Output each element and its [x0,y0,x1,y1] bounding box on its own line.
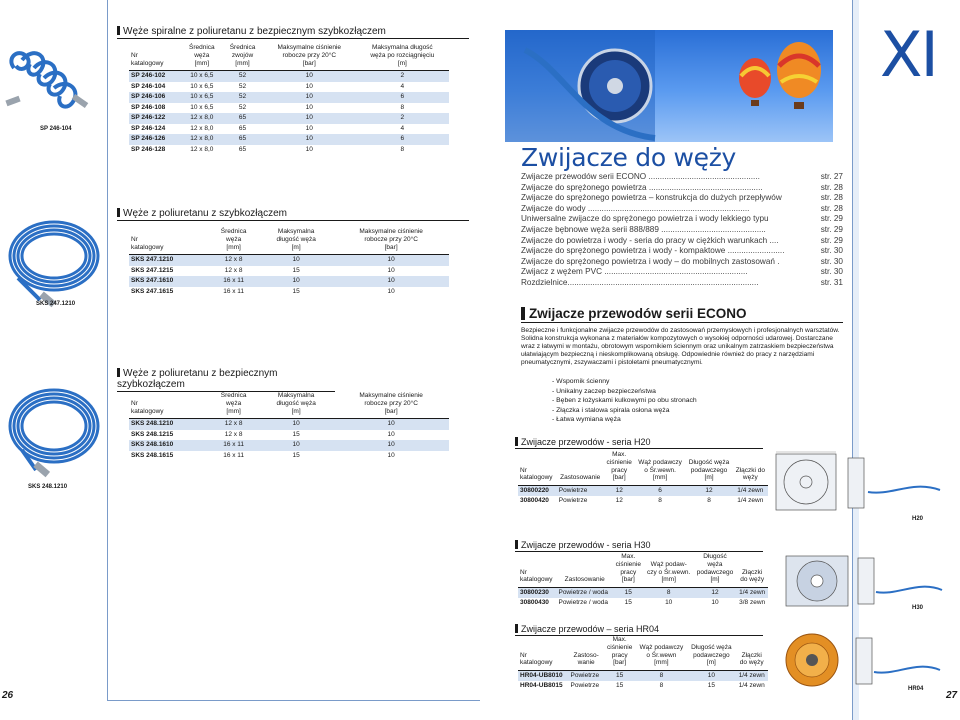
catalog-number: SKS 248.1610 [129,440,208,451]
table-cell: 52 [238,82,247,90]
table-cell: 10 [333,419,449,430]
table-cell: 8 [400,103,405,111]
column-header: Zastosowanie [564,576,605,584]
table-cell: 8 [658,497,662,505]
table-cell: 4 [400,82,405,90]
table-cell: 16 x 11 [208,276,259,287]
table-cell: 10 [259,440,333,451]
toc-entry[interactable] [521,193,843,204]
h20-table [518,451,768,506]
table-cell: 10 [263,92,356,103]
table-row [129,276,449,287]
spiral-title-text: Węże spiralne z poliuretanu z bezpiecznym szybkozłączem [123,26,386,37]
column-header: Długość węża podawczego [m] [688,458,730,482]
table-cell: 6 [356,92,449,103]
table-cell: 8 [707,497,711,505]
straight-title-text: Węże z poliuretanu z szybkozłączem [123,208,287,219]
table-cell: Powietrze [570,682,600,690]
table-cell: 12 x 8,0 [190,124,214,132]
toc-entry-page: str. 30 [820,256,843,266]
spiral-hose-image [4,38,104,122]
table-cell: 12 [604,486,635,497]
column-header: Wąż podawczy o Śr.wewn [mm] [639,643,684,667]
table-row [518,681,768,691]
table-cell: 10 x 6,5 [181,71,222,82]
table-row [129,440,449,451]
toc-entry[interactable] [521,204,843,215]
table-row [518,671,768,682]
table-cell: 10 [333,440,449,451]
h30-technical-drawing [772,548,952,608]
table-row [129,451,449,462]
table-cell: 8 [659,682,664,690]
column-header: Wąż podaw- czy o Śr.wewn. [mm] [647,560,691,584]
page-number-right: 27 [946,690,958,701]
table-cell: 1/4 zewn [733,486,768,497]
hr04-reel-image [772,630,952,690]
table-cell: 65 [222,113,263,124]
table-cell: 10 [711,599,719,607]
table-cell: 8 [400,145,405,153]
spiral-table [129,44,449,155]
toc-entry-page: str. 28 [820,193,843,203]
table-cell: 12 x 8,0 [190,145,214,153]
toc-entry[interactable] [521,246,843,257]
table-cell: 15 [292,451,300,459]
toc-entry-page: str. 27 [820,172,843,181]
table-cell: 52 [222,92,263,103]
table-row [129,103,449,114]
toc-entry-title: Zwijacze przewodów serii ECONO ................................................. [521,172,760,181]
column-header: Długość węża podawczego [m] [696,553,734,584]
table-cell: 6 [635,486,686,497]
column-header: Maksymalne ciśnienie robocze przy 20°C [bar] [359,392,423,415]
table-cell: 16 x 11 [208,440,259,451]
column-header: Złączki do węży [735,466,765,482]
page-number-left: 26 [2,690,14,701]
catalog-number: SP 246-106 [129,92,181,103]
catalog-number: SKS 248.1615 [131,451,174,459]
table-cell: 10 [305,124,313,132]
table-cell: 12 x 8 [208,419,259,430]
toc-entry-page: str. 28 [820,182,843,192]
h20-technical-drawing [772,450,952,520]
toc-entry-page: str. 28 [820,203,843,213]
table-cell: 15 [707,682,715,690]
feature-item: - Wspornik ścienny [552,378,610,385]
table-row [129,419,449,430]
toc-entry[interactable] [521,278,843,289]
column-header: Średnica węża [mm] [220,392,247,415]
table-cell: 10 [305,103,313,111]
catalog-number: SP 246-104 [131,82,166,90]
spiral-caption: SP 246-104 [40,126,72,132]
table-cell: 1/4 zewn [736,588,768,599]
table-cell: 15 [292,266,300,274]
column-header: Max. ciśnienie pracy [bar] [607,636,633,667]
toc-entry-title: Rozdzielnice.................................................................................... [521,277,759,287]
column-header: Nr katalogowy [520,466,553,482]
toc-entry-page: str. 31 [820,277,843,287]
table-cell: 65 [222,134,263,145]
toc-entry-title: Zwijacze do wody ....................................................................... [521,203,750,213]
right-margin-band [853,0,859,720]
table-cell: 10 [387,287,395,295]
title-marker [515,437,518,446]
table-cell: 12 x 8,0 [181,134,222,145]
main-title: Zwijacze do węży [521,143,737,172]
column-header: Wąż podawczy o Śr.wewn. [mm] [638,458,682,482]
table-cell: 12 x 8 [224,266,243,274]
table-cell: 52 [222,71,263,82]
hr04-title-text: Zwijacze przewodów – seria HR04 [521,624,660,634]
table-cell: 10 [263,71,356,82]
title-marker [117,208,120,217]
table-cell: 15 [616,682,624,690]
table-cell: 12 x 8 [224,430,243,438]
econo-section-title [521,306,843,323]
table-cell: 10 [259,419,333,430]
toc-entry[interactable] [521,257,843,268]
table-cell: 10 x 6,5 [190,103,214,111]
header-photo [505,30,833,142]
table-cell: 4 [400,124,405,132]
table-cell: 15 [624,599,632,607]
toc-entry[interactable] [521,172,843,183]
table-cell: 10 [263,134,356,145]
toc-entry-page: str. 29 [820,235,843,245]
toc-entry-title: Zwijacze do sprężonego powietrza – konstrukcja do dużych przepływów [521,193,782,203]
toc-entry-title: Zwijacze do sprężonego powietrza .................................................. [521,182,763,192]
column-header: Średnica węża [mm] [220,228,247,251]
toc-entry-page: str. 29 [820,214,843,224]
table-row [518,486,768,497]
table-row [518,598,768,608]
table-cell: Powietrze [558,497,588,505]
table-cell: 65 [238,145,247,153]
table-cell: 8 [644,588,694,599]
column-header: Średnica węża [mm] [188,44,215,67]
hr04-label: HR04 [908,686,924,692]
toc-entry[interactable] [521,267,843,278]
catalog-number: SKS 247.1610 [129,276,208,287]
table-row [518,588,768,599]
table-cell: 10 [259,255,333,266]
toc-entry-title: Zwijacze do powietrza i wody - seria do pracy w ciężkich warunkach .... [521,235,779,245]
catalog-number: SKS 247.1210 [129,255,208,266]
table-cell: 12 [685,486,732,497]
table-cell: 10 x 6,5 [181,92,222,103]
table-cell: 12 x 8,0 [181,113,222,124]
column-header: Nr katalogowy [520,568,553,584]
table-row [129,287,449,298]
table-row [129,92,449,103]
catalog-number: SKS 247.1615 [131,287,174,295]
title-marker [515,624,518,633]
catalog-number: 30800420 [520,497,549,505]
table-cell: 10 x 6,5 [190,82,214,90]
h20-section-title [515,437,763,449]
catalog-number: SKS 247.1215 [131,266,174,274]
column-header: Długość węża podawczego [m] [691,643,732,667]
catalog-number: SP 246-128 [131,145,166,153]
chapter-number: XI [880,18,937,91]
safe-hose-image [4,380,104,480]
table-cell: 1/4 zewn [737,497,764,505]
toc-entry-title: Zwijacze do sprężonego powietrza i wody – do mobilnych zastosowań . [521,256,780,266]
catalog-number: SKS 248.1210 [129,419,208,430]
toc-entry-title: Uniwersalne zwijacze do sprężonego powietrza i wody lekkiego typu [521,214,769,224]
table-cell: Powietrze / woda [558,599,608,607]
column-header: Nr katalogowy [131,399,164,415]
toc-entry-title: Zwijacze bębnowe węża serii 888/889 .............................................. [521,224,766,234]
table-cell: 10 [333,255,449,266]
column-header: Max. ciśnienie pracy [bar] [615,553,641,584]
table-row [129,266,449,277]
safe-title-text: Węże z poliuretanu z bezpiecznym szybkozłączem [117,368,278,390]
table-cell: 12 [694,588,737,599]
column-header: Nr katalogowy [131,51,164,67]
table-cell: 12 [615,497,623,505]
toc-entry-title: Zwijacz z wężem PVC ............................................................... [521,267,748,277]
catalog-number: SP 246-126 [129,134,181,145]
table-cell: 65 [238,124,247,132]
left-margin-line [107,0,108,700]
h30-title-text: Zwijacze przewodów - seria H30 [521,540,651,550]
econo-description: Bezpieczne i funkcjonalne zwijacze przewodów do zastosowań przemysłowych i profesjonalnych warsztatów. Solidna konstrukcja wykonana z materiałów kompozytowych o wysokiej odporności udarowej. Dostarczane wraz z łatwymi w montażu, obrotowym wspornikiem ściennym oraz unikalnym zatrzaskiem bezpieczeństwa ułatwiającym bezpieczną i nieskomplikowaną obsługę. Odpowiednie również do pracy z narzędziami pneumatycznymi, zszywaczami i pistoletami pneumatycznymi. [521,327,840,367]
table-row [129,430,449,441]
safe-caption: SKS 248.1210 [28,484,68,490]
table-cell: 2 [356,113,449,124]
feature-item: - Łatwa wymiana węża [552,416,621,423]
catalog-number: HR04-UB8015 [520,682,563,690]
reel-and-balloons-illustration [505,30,833,142]
straight-hose-image [4,208,104,308]
column-header: Maksymalne ciśnienie robocze przy 20°C [bar] [359,228,423,251]
table-row [129,82,449,93]
balloon-left [739,58,771,106]
feature-item: - Unikalny zaczep bezpieczeństwa [552,387,656,395]
column-header: Maksymalna długość węża po rozciągnięciu [m] [370,44,435,67]
toc-entry[interactable] [521,225,843,236]
toc-entry-page: str. 29 [820,224,843,234]
catalog-number: 30800230 [518,588,556,599]
column-header: Złączki do węży [740,568,765,584]
table-row [129,71,449,82]
straight-section-title [117,208,469,221]
table-cell: 16 x 11 [223,287,245,295]
table-cell: 10 [305,82,313,90]
catalog-number: SP 246-102 [129,71,181,82]
catalog-number: SP 246-108 [131,103,166,111]
safe-section-title [117,368,335,392]
h30-label: H30 [912,605,924,611]
h30-section-title [515,540,763,552]
catalog-number: SKS 248.1215 [131,430,174,438]
table-cell: 15 [604,671,636,682]
catalog-number: HR04-UB8010 [518,671,569,682]
column-header: Nr katalogowy [131,235,164,251]
table-cell: 10 [259,276,333,287]
econo-feature-list [552,377,697,425]
table-cell: 15 [613,588,644,599]
table-cell: 16 x 11 [223,451,245,459]
toc-entry-page: str. 30 [820,246,843,256]
title-marker [521,307,525,320]
column-header: Zastosowanie [560,474,601,482]
h20-label: H20 [912,516,924,522]
feature-item: - Bęben z łożyskami kulkowymi po obu stronach [552,397,697,404]
catalog-number: SP 246-122 [129,113,181,124]
feature-item: - Złączka i stalowa spirala osłona węża [552,406,670,414]
table-cell: Powietrze [557,486,604,497]
column-header: Średnica zwojów [mm] [229,44,256,67]
table-cell: 8 [636,671,688,682]
catalog-number: 30800220 [518,486,557,497]
balloon-right [777,42,821,109]
toc-entry-page: str. 30 [820,267,843,277]
straight-table [129,228,449,297]
table-row [129,113,449,124]
column-header: Maksymalne ciśnienie robocze przy 20°C [bar] [277,44,342,67]
table-cell: 10 [333,276,449,287]
hr04-table [518,636,768,691]
table-cell: 10 [387,430,395,438]
table-cell: 1/4 zewn [738,682,765,690]
table-cell: 52 [238,103,247,111]
h30-table [518,553,768,608]
column-header: Maksymalna długość węża [m] [276,392,316,415]
table-cell: 6 [356,134,449,145]
table-of-contents [521,172,843,289]
toc-entry-title: Zwijacze do sprężonego powietrza i wody - kompaktowe ......................... [521,246,785,256]
column-header: Zastoso- wanie [573,651,599,667]
left-bottom-line [107,700,480,701]
table-row [129,124,449,135]
table-cell: Powietrze [569,671,604,682]
column-header: Max. ciśnienie pracy [bar] [606,451,632,482]
table-cell: Powietrze / woda [556,588,612,599]
spiral-section-title [117,26,469,39]
title-marker [117,26,120,35]
table-cell: 2 [356,71,449,82]
safe-table [129,392,449,461]
table-row [129,145,449,156]
h20-title-text: Zwijacze przewodów - seria H20 [521,437,651,447]
table-cell: 15 [292,287,300,295]
title-marker [515,540,518,549]
toc-entry[interactable] [521,183,843,194]
table-cell: 10 [305,145,313,153]
table-row [129,255,449,266]
table-cell: 10 [387,266,395,274]
straight-caption: SKS 247.1210 [36,301,76,307]
table-row [518,496,768,506]
toc-entry[interactable] [521,214,843,225]
table-cell: 1/4 zewn [735,671,768,682]
table-cell: 10 [665,599,673,607]
table-row [129,134,449,145]
table-cell: 10 [387,451,395,459]
toc-entry[interactable] [521,236,843,247]
column-header: Nr katalogowy [520,651,553,667]
econo-title-text: Zwijacze przewodów serii ECONO [529,306,747,321]
catalog-number: SP 246-124 [131,124,166,132]
column-header: Maksymalna długość węża [m] [276,228,316,251]
column-header: Złączki do węży [739,651,764,667]
title-marker [117,368,120,377]
catalog-number: 30800430 [520,599,549,607]
table-cell: 3/8 zewn [739,599,766,607]
table-cell: 15 [292,430,300,438]
hr04-section-title [515,624,763,636]
table-cell: 12 x 8 [208,255,259,266]
table-cell: 10 [263,113,356,124]
table-cell: 10 [687,671,735,682]
